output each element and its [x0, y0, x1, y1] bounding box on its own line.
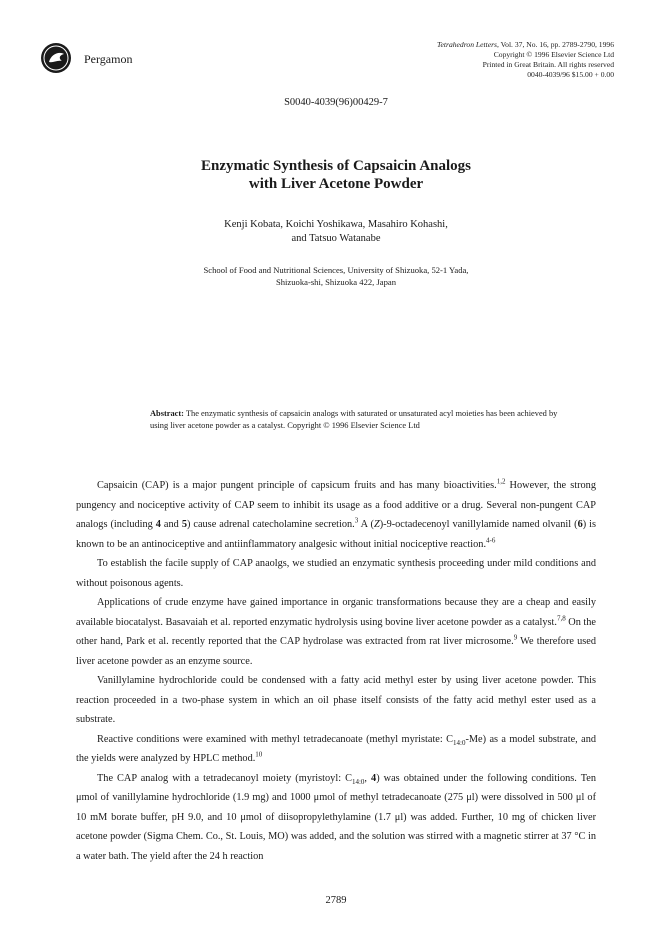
- reference-marker: 3: [354, 516, 359, 525]
- authors-line-2: and Tatsuo Watanabe: [291, 233, 381, 244]
- text-run: We therefore used liver acetone powder as an enzyme source.: [76, 636, 596, 667]
- text-run: )-9-octadecenoyl vanillylamide named olvanil (: [379, 519, 578, 530]
- article-title: [0, 157, 672, 193]
- text-run: ) cause adrenal catecholamine secretion.: [186, 519, 355, 530]
- body-text: [76, 476, 596, 866]
- text-run: ,: [364, 772, 372, 784]
- text-run: Reactive conditions were examined with methyl tetradecanoate (methyl myristate: C: [97, 733, 454, 745]
- abstract: [150, 408, 570, 432]
- journal-name: Tetrahedron Letters: [437, 40, 497, 49]
- text-run: The CAP analog with a tetradecanoyl moiety (myristoyl: C: [97, 772, 352, 784]
- paragraph-3: [76, 593, 596, 671]
- paragraph-1: [76, 476, 596, 554]
- doi: S0040-4039(96)00429-7: [284, 97, 388, 108]
- journal-info: [334, 40, 614, 80]
- affiliation: [0, 264, 672, 288]
- paragraph-4: Vanillylamine hydrochloride could be condensed with a fatty acid methyl ester by using liver acetone powder. This reaction proceeded in a two-phase system in which an oil phase itself consists of the fatty acid methyl ester used as a substrate.: [76, 675, 596, 725]
- authors: [0, 218, 672, 246]
- journal-citation: [334, 40, 614, 50]
- text-run: -Me) as a model substrate, and the yields were analyzed by HPLC method.: [76, 733, 596, 764]
- compound-number: 4: [155, 519, 161, 530]
- abstract-text: The enzymatic synthesis of capsaicin analogs with saturated or unsaturated acyl moieties has been achieved by using liver acetone powder as a catalyst. Copyright © 1996 Elsevier Science Ltd: [150, 409, 558, 430]
- reference-marker: 7,8: [556, 614, 566, 623]
- title-line-2: with Liver Acetone Powder: [248, 176, 424, 192]
- pergamon-logo-icon: [40, 42, 72, 74]
- affiliation-line-2: Shizuoka-shi, Shizuoka 422, Japan: [275, 277, 397, 287]
- affiliation-line-1: School of Food and Nutritional Sciences, University of Shizuoka, 52-1 Yada,: [203, 265, 469, 275]
- publisher-name: Pergamon: [84, 52, 133, 66]
- subscript: 14:0: [453, 738, 466, 747]
- page-number: 2789: [325, 895, 347, 906]
- text-run: A (: [358, 519, 374, 530]
- reference-marker: 4-6: [486, 536, 496, 545]
- printed-line: Printed in Great Britain. All rights reserved: [482, 60, 614, 69]
- compound-number: 6: [577, 519, 583, 530]
- paragraph-2: To establish the facile supply of CAP anaolgs, we studied an enzymatic synthesis proceeding under mild conditions and without poisonous agents.: [76, 558, 596, 589]
- compound-number: 5: [181, 519, 187, 530]
- reference-marker: 9: [513, 633, 518, 642]
- text-run: ) was obtained under the following conditions. Ten μmol of vanillylamine hydrochloride (1.9 mg) and 1000 μmol of methyl tetradecanoate (275 μl) were dissolved in 500 μl of 10 mM borate buffer, pH 9.0, and 10 μmol of diisopropylethylamine (1.7 μl) was added. Further, 10 mg of chicken liver acetone powder (Sigma Chem. Co., St. Louis, MO) was added, and the solution was stirred with a magnetic stirrer at 37 °C in a water bath. The yield after the 24 h reaction: [76, 772, 597, 862]
- copyright-line: Copyright © 1996 Elsevier Science Ltd: [493, 50, 614, 59]
- text-run: However, the strong pungency and nociceptive activity of CAP seem to inhibit its usage as a food additive or a drug. Several non-pungent CAP analogs (including: [76, 480, 596, 530]
- text-run: On the other hand, Park et al. recently reported that the CAP hydrolase was extracted from rat liver microsome.: [76, 616, 597, 647]
- subscript: 14:0: [351, 777, 365, 786]
- authors-line-1: Kenji Kobata, Koichi Yoshikawa, Masahiro Kohashi,: [224, 219, 448, 230]
- text-run: and: [160, 519, 182, 530]
- compound-number: 4: [371, 772, 377, 784]
- issn-line: 0040-4039/96 $15.00 + 0.00: [527, 70, 614, 79]
- journal-details: , Vol. 37, No. 16, pp. 2789-2790, 1996: [496, 40, 614, 49]
- reference-marker: 10: [255, 750, 263, 759]
- text-run: ) is known to be an antinociceptive and antiinflammatory analgesic without initial nociceptive reaction.: [76, 519, 597, 550]
- paragraph-5: [76, 730, 596, 769]
- text-run: Applications of crude enzyme have gained importance in organic transformations because they are a cheap and easily available biocatalyst. Basavaiah et al. reported enzymatic hydrolysis using bovine liver acetone powder as a catalyst.: [76, 597, 596, 628]
- reference-marker: 1,2: [496, 477, 506, 486]
- text-run: Capsaicin (CAP) is a major pungent principle of capsicum fruits and has many bioactivities.: [97, 480, 497, 491]
- title-line-1: Enzymatic Synthesis of Capsaicin Analogs: [200, 158, 472, 174]
- abstract-label: Abstract:: [150, 409, 184, 418]
- paragraph-6: [76, 769, 596, 867]
- stereo-descriptor: Z: [373, 519, 380, 530]
